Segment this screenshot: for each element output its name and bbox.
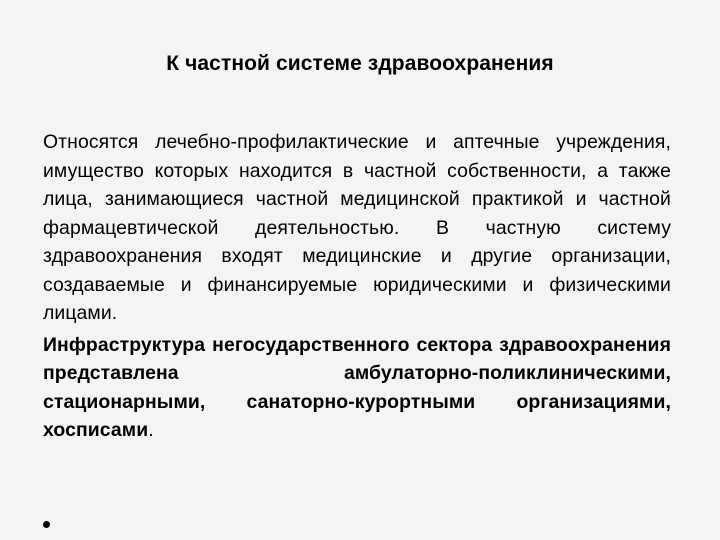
paragraph-infrastructure-text: Инфраструктура негосударственного сектора здравоохранения представлена амбулаторно-поликлиническими, стационарными, санаторно-курортными организациями, хосписами [43, 333, 671, 441]
slide-title: К частной системе здравоохранения [166, 52, 554, 75]
paragraph-private-system: Относятся лечебно-профилактические и аптечные учреждения, имущество которых находится в частной собственности, а также лица, занимающиеся частной медицинской практикой и частной фармацевтической деятельностью. В частную систему здравоохранения входят медицинские и другие организации, создаваемые и финансируемые юридическими и физическими лицами. [43, 131, 671, 324]
paragraph-infrastructure [43, 331, 671, 445]
paragraph-infrastructure-period: . [148, 419, 154, 441]
bullet-dot-icon [43, 521, 50, 528]
slide-body [43, 128, 671, 445]
